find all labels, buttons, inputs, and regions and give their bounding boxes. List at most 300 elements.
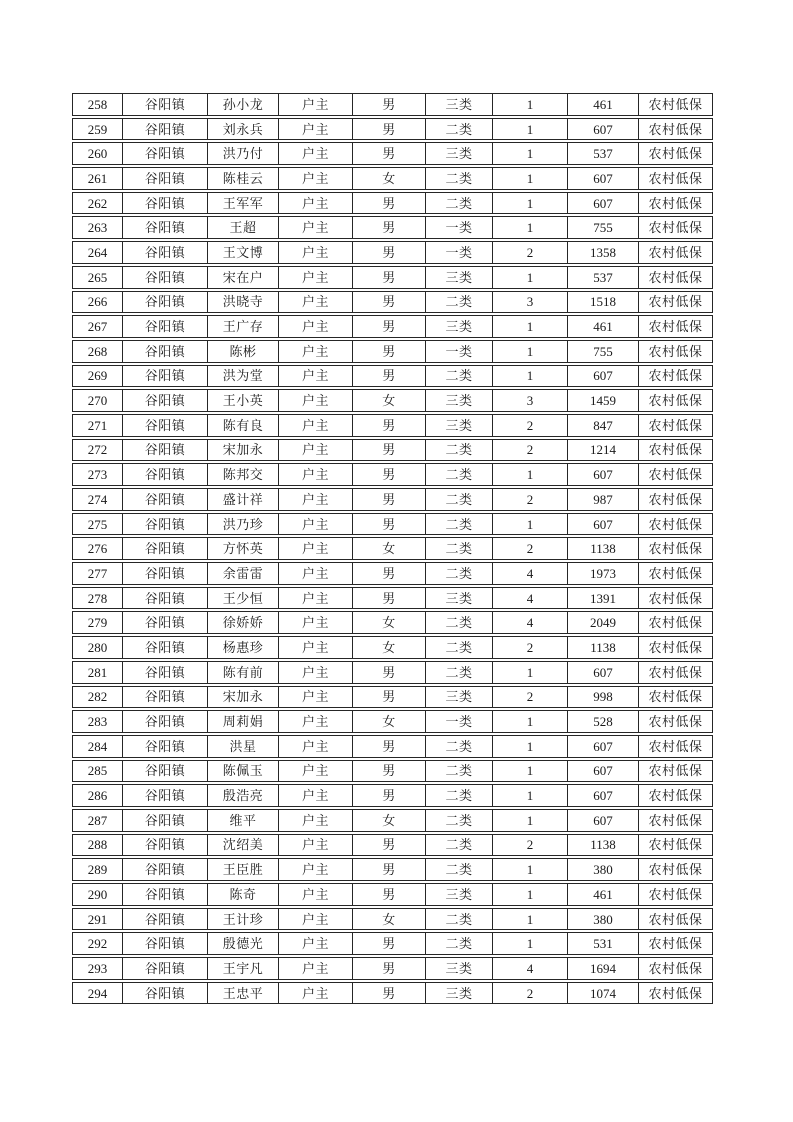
table-row (72, 216, 713, 239)
gender-cell: 男 (353, 94, 426, 115)
gender-cell: 女 (353, 909, 426, 930)
name-cell: 殷德光 (208, 933, 279, 954)
relation-cell: 户主 (279, 292, 353, 313)
name-cell: 陈邦交 (208, 464, 279, 485)
town-cell: 谷阳镇 (123, 662, 208, 683)
town-cell: 谷阳镇 (123, 810, 208, 831)
serial-cell: 267 (73, 316, 123, 337)
relation-cell: 户主 (279, 711, 353, 732)
serial-cell: 274 (73, 489, 123, 510)
count-cell: 2 (493, 687, 568, 708)
category-cell: 二类 (426, 662, 493, 683)
town-cell: 谷阳镇 (123, 736, 208, 757)
amount-cell: 607 (568, 761, 639, 782)
category-cell: 二类 (426, 168, 493, 189)
town-cell: 谷阳镇 (123, 193, 208, 214)
type-cell: 农村低保 (648, 714, 703, 730)
category-cell: 二类 (426, 612, 493, 633)
type-cell: 农村低保 (648, 886, 703, 902)
gender-cell: 男 (353, 366, 426, 387)
category-cell: 二类 (426, 637, 493, 658)
gender-cell: 男 (353, 662, 426, 683)
category-cell: 三类 (426, 267, 493, 288)
name-cell: 洪乃珍 (208, 514, 279, 535)
table-row (72, 340, 713, 363)
type-cell: 农村低保 (648, 615, 703, 631)
category-cell: 三类 (426, 983, 493, 1004)
relation-cell: 户主 (279, 637, 353, 658)
table-row (72, 537, 713, 560)
category-cell: 二类 (426, 464, 493, 485)
serial-cell: 284 (73, 736, 123, 757)
relation-cell: 户主 (279, 514, 353, 535)
town-cell: 谷阳镇 (123, 94, 208, 115)
amount-cell: 537 (568, 267, 639, 288)
count-cell: 4 (493, 612, 568, 633)
town-cell: 谷阳镇 (123, 859, 208, 880)
serial-cell: 294 (73, 983, 123, 1004)
amount-cell: 1214 (568, 440, 639, 461)
type-cell: 农村低保 (648, 590, 703, 606)
name-cell: 陈彬 (208, 341, 279, 362)
type-cell: 农村低保 (648, 195, 703, 211)
gender-cell: 男 (353, 464, 426, 485)
name-cell: 孙小龙 (208, 94, 279, 115)
type-cell: 农村低保 (648, 738, 703, 754)
category-cell: 三类 (426, 588, 493, 609)
table-row (72, 710, 713, 733)
relation-cell: 户主 (279, 662, 353, 683)
relation-cell: 户主 (279, 316, 353, 337)
town-cell: 谷阳镇 (123, 711, 208, 732)
town-cell: 谷阳镇 (123, 538, 208, 559)
category-cell: 二类 (426, 193, 493, 214)
count-cell: 2 (493, 242, 568, 263)
name-cell: 方怀英 (208, 538, 279, 559)
table-row (72, 883, 713, 906)
type-cell: 农村低保 (648, 417, 703, 433)
gender-cell: 女 (353, 810, 426, 831)
relation-cell: 户主 (279, 810, 353, 831)
category-cell: 三类 (426, 316, 493, 337)
category-cell: 二类 (426, 761, 493, 782)
table-row (72, 513, 713, 536)
amount-cell: 2049 (568, 612, 639, 633)
amount-cell: 1074 (568, 983, 639, 1004)
relation-cell: 户主 (279, 242, 353, 263)
type-cell: 农村低保 (648, 393, 703, 409)
table-row (72, 760, 713, 783)
serial-cell: 258 (73, 94, 123, 115)
town-cell: 谷阳镇 (123, 366, 208, 387)
gender-cell: 男 (353, 242, 426, 263)
table-row (72, 932, 713, 955)
category-cell: 二类 (426, 933, 493, 954)
name-cell: 殷浩亮 (208, 785, 279, 806)
amount-cell: 607 (568, 193, 639, 214)
serial-cell: 288 (73, 835, 123, 856)
town-cell: 谷阳镇 (123, 958, 208, 979)
gender-cell: 男 (353, 563, 426, 584)
category-cell: 一类 (426, 217, 493, 238)
name-cell: 周莉娟 (208, 711, 279, 732)
name-cell: 王超 (208, 217, 279, 238)
count-cell: 2 (493, 835, 568, 856)
serial-cell: 266 (73, 292, 123, 313)
amount-cell: 461 (568, 316, 639, 337)
amount-cell: 1358 (568, 242, 639, 263)
town-cell: 谷阳镇 (123, 588, 208, 609)
serial-cell: 265 (73, 267, 123, 288)
gender-cell: 女 (353, 637, 426, 658)
type-cell: 农村低保 (648, 467, 703, 483)
category-cell: 二类 (426, 366, 493, 387)
type-cell: 农村低保 (648, 837, 703, 853)
name-cell: 宋加永 (208, 440, 279, 461)
relation-cell: 户主 (279, 909, 353, 930)
category-cell: 三类 (426, 687, 493, 708)
table-row (72, 957, 713, 980)
gender-cell: 男 (353, 143, 426, 164)
amount-cell: 380 (568, 859, 639, 880)
name-cell: 余雷雷 (208, 563, 279, 584)
gender-cell: 女 (353, 390, 426, 411)
relation-cell: 户主 (279, 785, 353, 806)
amount-cell: 528 (568, 711, 639, 732)
type-cell: 农村低保 (648, 788, 703, 804)
town-cell: 谷阳镇 (123, 316, 208, 337)
relation-cell: 户主 (279, 440, 353, 461)
gender-cell: 女 (353, 538, 426, 559)
gender-cell: 男 (353, 785, 426, 806)
amount-cell: 607 (568, 736, 639, 757)
type-cell: 农村低保 (648, 491, 703, 507)
count-cell: 2 (493, 489, 568, 510)
name-cell: 王计珍 (208, 909, 279, 930)
amount-cell: 1138 (568, 835, 639, 856)
town-cell: 谷阳镇 (123, 761, 208, 782)
gender-cell: 男 (353, 736, 426, 757)
relation-cell: 户主 (279, 933, 353, 954)
table-row (72, 562, 713, 585)
town-cell: 谷阳镇 (123, 267, 208, 288)
relation-cell: 户主 (279, 983, 353, 1004)
name-cell: 王文博 (208, 242, 279, 263)
count-cell: 1 (493, 119, 568, 140)
relation-cell: 户主 (279, 168, 353, 189)
type-cell: 农村低保 (648, 170, 703, 186)
count-cell: 1 (493, 514, 568, 535)
category-cell: 二类 (426, 563, 493, 584)
serial-cell: 286 (73, 785, 123, 806)
category-cell: 二类 (426, 859, 493, 880)
type-cell: 农村低保 (648, 541, 703, 557)
name-cell: 王军军 (208, 193, 279, 214)
count-cell: 1 (493, 341, 568, 362)
amount-cell: 461 (568, 94, 639, 115)
category-cell: 三类 (426, 143, 493, 164)
table-row (72, 365, 713, 388)
town-cell: 谷阳镇 (123, 983, 208, 1004)
count-cell: 1 (493, 736, 568, 757)
amount-cell: 461 (568, 884, 639, 905)
type-cell: 农村低保 (648, 319, 703, 335)
name-cell: 陈桂云 (208, 168, 279, 189)
category-cell: 二类 (426, 119, 493, 140)
serial-cell: 292 (73, 933, 123, 954)
serial-cell: 285 (73, 761, 123, 782)
type-cell: 农村低保 (648, 244, 703, 260)
count-cell: 1 (493, 662, 568, 683)
category-cell: 三类 (426, 390, 493, 411)
count-cell: 2 (493, 538, 568, 559)
serial-cell: 264 (73, 242, 123, 263)
gender-cell: 男 (353, 119, 426, 140)
table-row (72, 142, 713, 165)
gender-cell: 男 (353, 884, 426, 905)
relation-cell: 户主 (279, 217, 353, 238)
name-cell: 杨惠珍 (208, 637, 279, 658)
relation-cell: 户主 (279, 835, 353, 856)
table-row (72, 636, 713, 659)
relation-cell: 户主 (279, 588, 353, 609)
serial-cell: 271 (73, 415, 123, 436)
table-row (72, 587, 713, 610)
type-cell: 农村低保 (648, 664, 703, 680)
amount-cell: 1973 (568, 563, 639, 584)
relation-cell: 户主 (279, 859, 353, 880)
gender-cell: 男 (353, 859, 426, 880)
category-cell: 二类 (426, 292, 493, 313)
town-cell: 谷阳镇 (123, 464, 208, 485)
category-cell: 一类 (426, 341, 493, 362)
amount-cell: 607 (568, 810, 639, 831)
gender-cell: 男 (353, 341, 426, 362)
type-cell: 农村低保 (648, 146, 703, 162)
amount-cell: 607 (568, 119, 639, 140)
type-cell: 农村低保 (648, 960, 703, 976)
amount-cell: 755 (568, 341, 639, 362)
name-cell: 宋在户 (208, 267, 279, 288)
count-cell: 1 (493, 143, 568, 164)
category-cell: 二类 (426, 835, 493, 856)
category-cell: 二类 (426, 538, 493, 559)
type-cell: 农村低保 (648, 565, 703, 581)
type-cell: 农村低保 (648, 343, 703, 359)
town-cell: 谷阳镇 (123, 242, 208, 263)
gender-cell: 男 (353, 440, 426, 461)
town-cell: 谷阳镇 (123, 687, 208, 708)
serial-cell: 259 (73, 119, 123, 140)
serial-cell: 268 (73, 341, 123, 362)
name-cell: 王广存 (208, 316, 279, 337)
type-cell: 农村低保 (648, 294, 703, 310)
serial-cell: 270 (73, 390, 123, 411)
count-cell: 1 (493, 859, 568, 880)
relation-cell: 户主 (279, 143, 353, 164)
type-cell: 农村低保 (648, 96, 703, 112)
category-cell: 三类 (426, 884, 493, 905)
name-cell: 沈绍美 (208, 835, 279, 856)
category-cell: 二类 (426, 785, 493, 806)
category-cell: 三类 (426, 94, 493, 115)
town-cell: 谷阳镇 (123, 909, 208, 930)
serial-cell: 280 (73, 637, 123, 658)
serial-cell: 261 (73, 168, 123, 189)
table-row (72, 686, 713, 709)
type-cell: 农村低保 (648, 442, 703, 458)
town-cell: 谷阳镇 (123, 341, 208, 362)
serial-cell: 290 (73, 884, 123, 905)
name-cell: 刘永兵 (208, 119, 279, 140)
serial-cell: 275 (73, 514, 123, 535)
relation-cell: 户主 (279, 563, 353, 584)
count-cell: 1 (493, 933, 568, 954)
serial-cell: 293 (73, 958, 123, 979)
table-row (72, 291, 713, 314)
category-cell: 二类 (426, 440, 493, 461)
category-cell: 二类 (426, 909, 493, 930)
type-cell: 农村低保 (648, 639, 703, 655)
amount-cell: 1694 (568, 958, 639, 979)
count-cell: 4 (493, 958, 568, 979)
town-cell: 谷阳镇 (123, 390, 208, 411)
relation-cell: 户主 (279, 884, 353, 905)
type-cell: 农村低保 (648, 763, 703, 779)
type-cell: 农村低保 (648, 985, 703, 1001)
count-cell: 1 (493, 168, 568, 189)
count-cell: 2 (493, 983, 568, 1004)
count-cell: 1 (493, 711, 568, 732)
amount-cell: 607 (568, 514, 639, 535)
table-row (72, 858, 713, 881)
name-cell: 洪乃付 (208, 143, 279, 164)
type-cell: 农村低保 (648, 269, 703, 285)
serial-cell: 260 (73, 143, 123, 164)
serial-cell: 277 (73, 563, 123, 584)
type-cell: 农村低保 (648, 220, 703, 236)
town-cell: 谷阳镇 (123, 292, 208, 313)
serial-cell: 263 (73, 217, 123, 238)
relation-cell: 户主 (279, 736, 353, 757)
serial-cell: 281 (73, 662, 123, 683)
amount-cell: 1138 (568, 637, 639, 658)
amount-cell: 607 (568, 785, 639, 806)
town-cell: 谷阳镇 (123, 785, 208, 806)
relation-cell: 户主 (279, 464, 353, 485)
relation-cell: 户主 (279, 612, 353, 633)
relation-cell: 户主 (279, 489, 353, 510)
name-cell: 洪为堂 (208, 366, 279, 387)
relation-cell: 户主 (279, 94, 353, 115)
count-cell: 2 (493, 415, 568, 436)
town-cell: 谷阳镇 (123, 489, 208, 510)
serial-cell: 276 (73, 538, 123, 559)
table-row (72, 315, 713, 338)
relation-cell: 户主 (279, 390, 353, 411)
table-row (72, 735, 713, 758)
name-cell: 陈有前 (208, 662, 279, 683)
table-row (72, 241, 713, 264)
town-cell: 谷阳镇 (123, 415, 208, 436)
name-cell: 王少恒 (208, 588, 279, 609)
table-row (72, 93, 713, 116)
amount-cell: 1459 (568, 390, 639, 411)
amount-cell: 998 (568, 687, 639, 708)
amount-cell: 607 (568, 366, 639, 387)
table-row (72, 439, 713, 462)
table-row (72, 488, 713, 511)
category-cell: 三类 (426, 415, 493, 436)
amount-cell: 380 (568, 909, 639, 930)
count-cell: 4 (493, 588, 568, 609)
amount-cell: 537 (568, 143, 639, 164)
amount-cell: 1518 (568, 292, 639, 313)
table-row (72, 661, 713, 684)
serial-cell: 289 (73, 859, 123, 880)
town-cell: 谷阳镇 (123, 933, 208, 954)
amount-cell: 1138 (568, 538, 639, 559)
town-cell: 谷阳镇 (123, 637, 208, 658)
town-cell: 谷阳镇 (123, 217, 208, 238)
count-cell: 4 (493, 563, 568, 584)
gender-cell: 男 (353, 588, 426, 609)
name-cell: 盛计祥 (208, 489, 279, 510)
count-cell: 1 (493, 810, 568, 831)
gender-cell: 男 (353, 316, 426, 337)
count-cell: 1 (493, 217, 568, 238)
table-row (72, 266, 713, 289)
table-row (72, 118, 713, 141)
table-row (72, 611, 713, 634)
serial-cell: 291 (73, 909, 123, 930)
count-cell: 1 (493, 193, 568, 214)
serial-cell: 287 (73, 810, 123, 831)
count-cell: 3 (493, 390, 568, 411)
gender-cell: 男 (353, 489, 426, 510)
relation-cell: 户主 (279, 193, 353, 214)
name-cell: 徐娇娇 (208, 612, 279, 633)
relation-cell: 户主 (279, 538, 353, 559)
serial-cell: 283 (73, 711, 123, 732)
type-cell: 农村低保 (648, 911, 703, 927)
table-row (72, 834, 713, 857)
amount-cell: 531 (568, 933, 639, 954)
serial-cell: 279 (73, 612, 123, 633)
name-cell: 洪星 (208, 736, 279, 757)
table-row (72, 982, 713, 1005)
relation-cell: 户主 (279, 366, 353, 387)
gender-cell: 男 (353, 267, 426, 288)
type-cell: 农村低保 (648, 936, 703, 952)
town-cell: 谷阳镇 (123, 440, 208, 461)
welfare-table (72, 93, 713, 1006)
serial-cell: 282 (73, 687, 123, 708)
amount-cell: 607 (568, 168, 639, 189)
count-cell: 1 (493, 464, 568, 485)
table-row (72, 389, 713, 412)
table-row (72, 908, 713, 931)
gender-cell: 男 (353, 958, 426, 979)
table-row (72, 463, 713, 486)
amount-cell: 987 (568, 489, 639, 510)
category-cell: 二类 (426, 514, 493, 535)
category-cell: 三类 (426, 958, 493, 979)
town-cell: 谷阳镇 (123, 612, 208, 633)
count-cell: 1 (493, 366, 568, 387)
category-cell: 二类 (426, 489, 493, 510)
serial-cell: 269 (73, 366, 123, 387)
